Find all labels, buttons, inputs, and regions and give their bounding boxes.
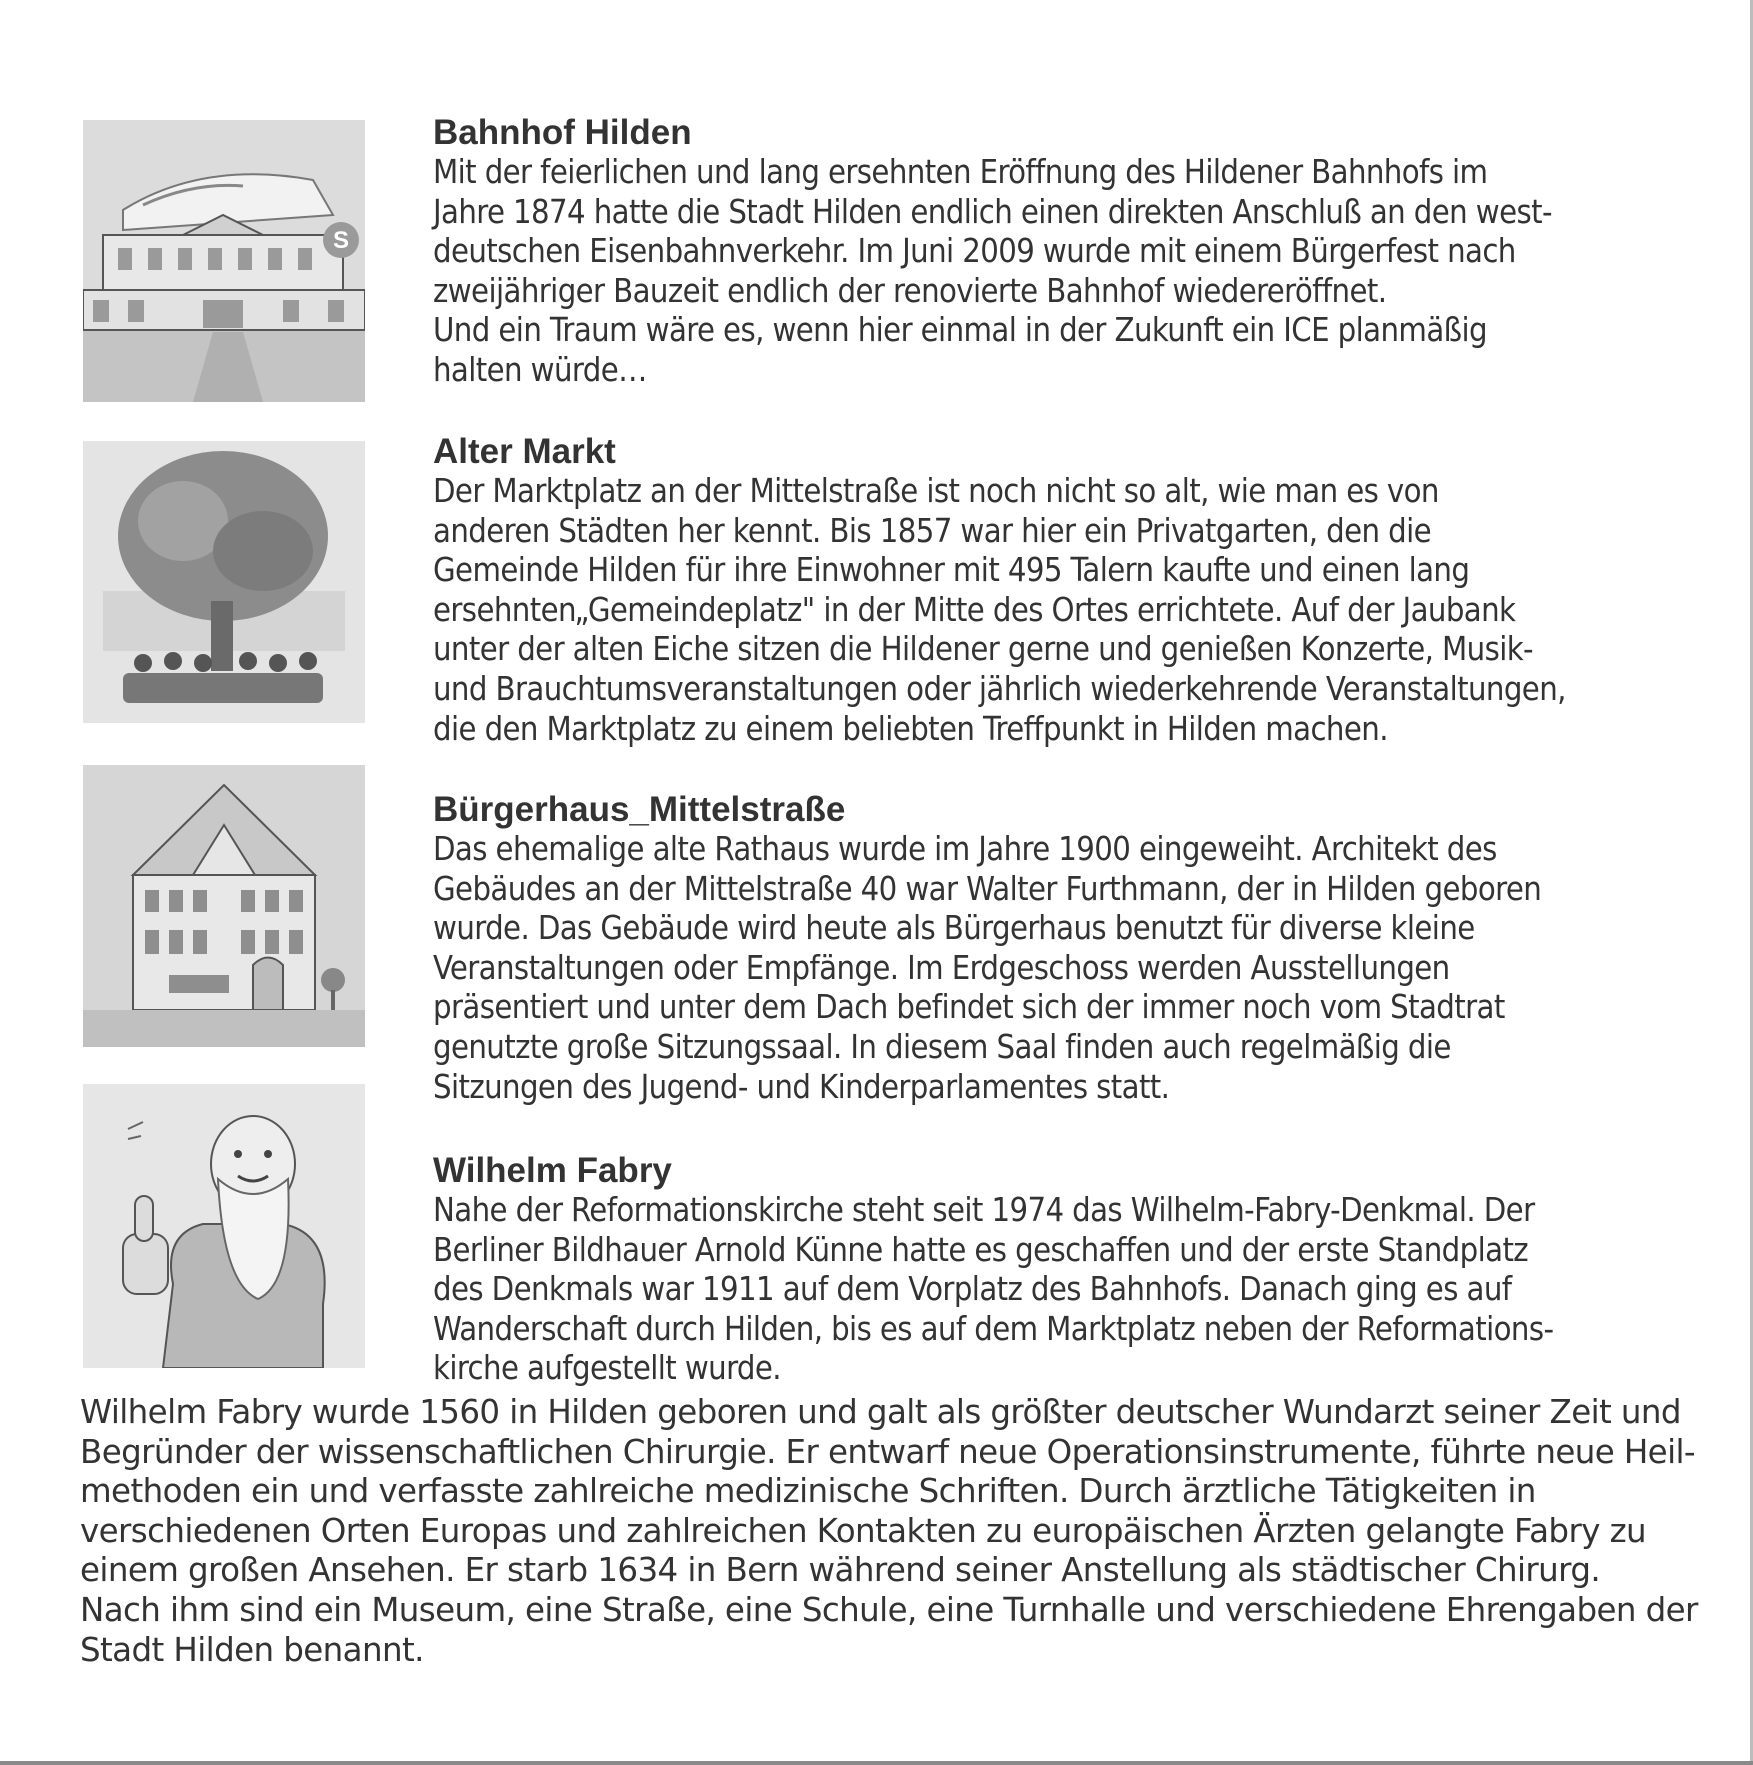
wilhelm-fabry-illustration xyxy=(83,1084,365,1368)
section-body: Der Marktplatz an der Mittelstraße ist noch nicht so alt, wie man es von anderen Städten her kennt. Bis 1857 war hier ein Privatgarten, den die Gemeinde Hilden für ihre Einwohner mit 495 Talern kaufte und einen lang ersehnten„Gemeindeplatz" in der Mitte des Ortes errichtete. Auf der Jaubank unter der alten Eiche sitzen die Hildener gerne und genießen Konzerte, Musik- und Brauchtumsveranstaltungen oder jährlich wiederkehrende Veranstaltungen, die den Marktplatz zu einem beliebten Treffpunkt in Hilden machen. xyxy=(433,472,1566,748)
section-title: Bahnhof Hilden xyxy=(433,113,692,152)
page-bottom-edge xyxy=(0,1761,1753,1765)
section-title: Bürgerhaus_Mittelstraße xyxy=(433,790,846,829)
section-title: Wilhelm Fabry xyxy=(433,1151,672,1190)
section-body: Das ehemalige alte Rathaus wurde im Jahre 1900 eingeweiht. Architekt des Gebäudes an der Mittelstraße 40 war Walter Furthmann, der in Hilden geboren wurde. Das Gebäude wird heute als Bürgerhaus benutzt für diverse kleine Veranstaltungen oder Empfänge. Im Erdgeschoss werden Ausstellungen präsentiert und unter dem Dach befindet sich der immer noch vom Stadtrat genutzte große Sitzungssaal. In diesem Saal finden auch regelmäßig die Sitzungen des Jugend- und Kinderparlamentes statt. xyxy=(433,830,1542,1106)
s-bahn-sign: S xyxy=(332,227,350,254)
section-wilhelm-fabry xyxy=(433,1151,1663,1389)
section-alter-markt xyxy=(433,432,1663,749)
section-body: Mit der feierlichen und lang ersehnten Eröffnung des Hildener Bahnhofs im Jahre 1874 hatte die Stadt Hilden endlich einen direkten Anschluß an den west- deutschen Eisenbahnverkehr. Im Juni 2009 wurde mit einem Bürgerfest nach zweijähriger Bauzeit endlich der renovierte Bahnhof wiedereröffnet. Und ein Traum wäre es, wenn hier einmal in der Zukunft ein ICE planmäßig halten würde… xyxy=(433,153,1552,389)
station-illustration xyxy=(83,120,365,402)
fabry-biography: Wilhelm Fabry wurde 1560 in Hilden geboren und galt als größter deutscher Wundarzt seiner Zeit und Begründer der wissenschaftlichen Chirurgie. Er entwarf neue Operationsinstrumente, führte neue Heil- methoden ein und verfasste zahlreiche medizinische Schriften. Durch ärztliche Tätigkeiten in verschiedenen Orten Europas und zahlreichen Kontakten zu europäischen Ärzten gelangte Fabry zu einem großen Ansehen. Er starb 1634 in Bern während seiner Anstellung als städtischer Chirurg. Nach ihm sind ein Museum, eine Straße, eine Schule, eine Turnhalle und verschiedene Ehrengaben der Stadt Hilden benannt. xyxy=(80,1393,1698,1669)
section-body: Nahe der Reformationskirche steht seit 1974 das Wilhelm-Fabry-Denkmal. Der Berliner Bildhauer Arnold Künne hatte es geschaffen und der erste Standplatz des Denkmals war 1911 auf dem Vorplatz des Bahnhofs. Danach ging es auf Wanderschaft durch Hilden, bis es auf dem Marktplatz neben der Reformations- kirche aufgestellt wurde. xyxy=(433,1191,1554,1388)
section-buergerhaus xyxy=(433,790,1663,1107)
market-tree-illustration xyxy=(83,441,365,723)
buergerhaus-illustration xyxy=(83,765,365,1047)
section-bahnhof-hilden xyxy=(433,113,1663,391)
section-title: Alter Markt xyxy=(433,432,616,471)
